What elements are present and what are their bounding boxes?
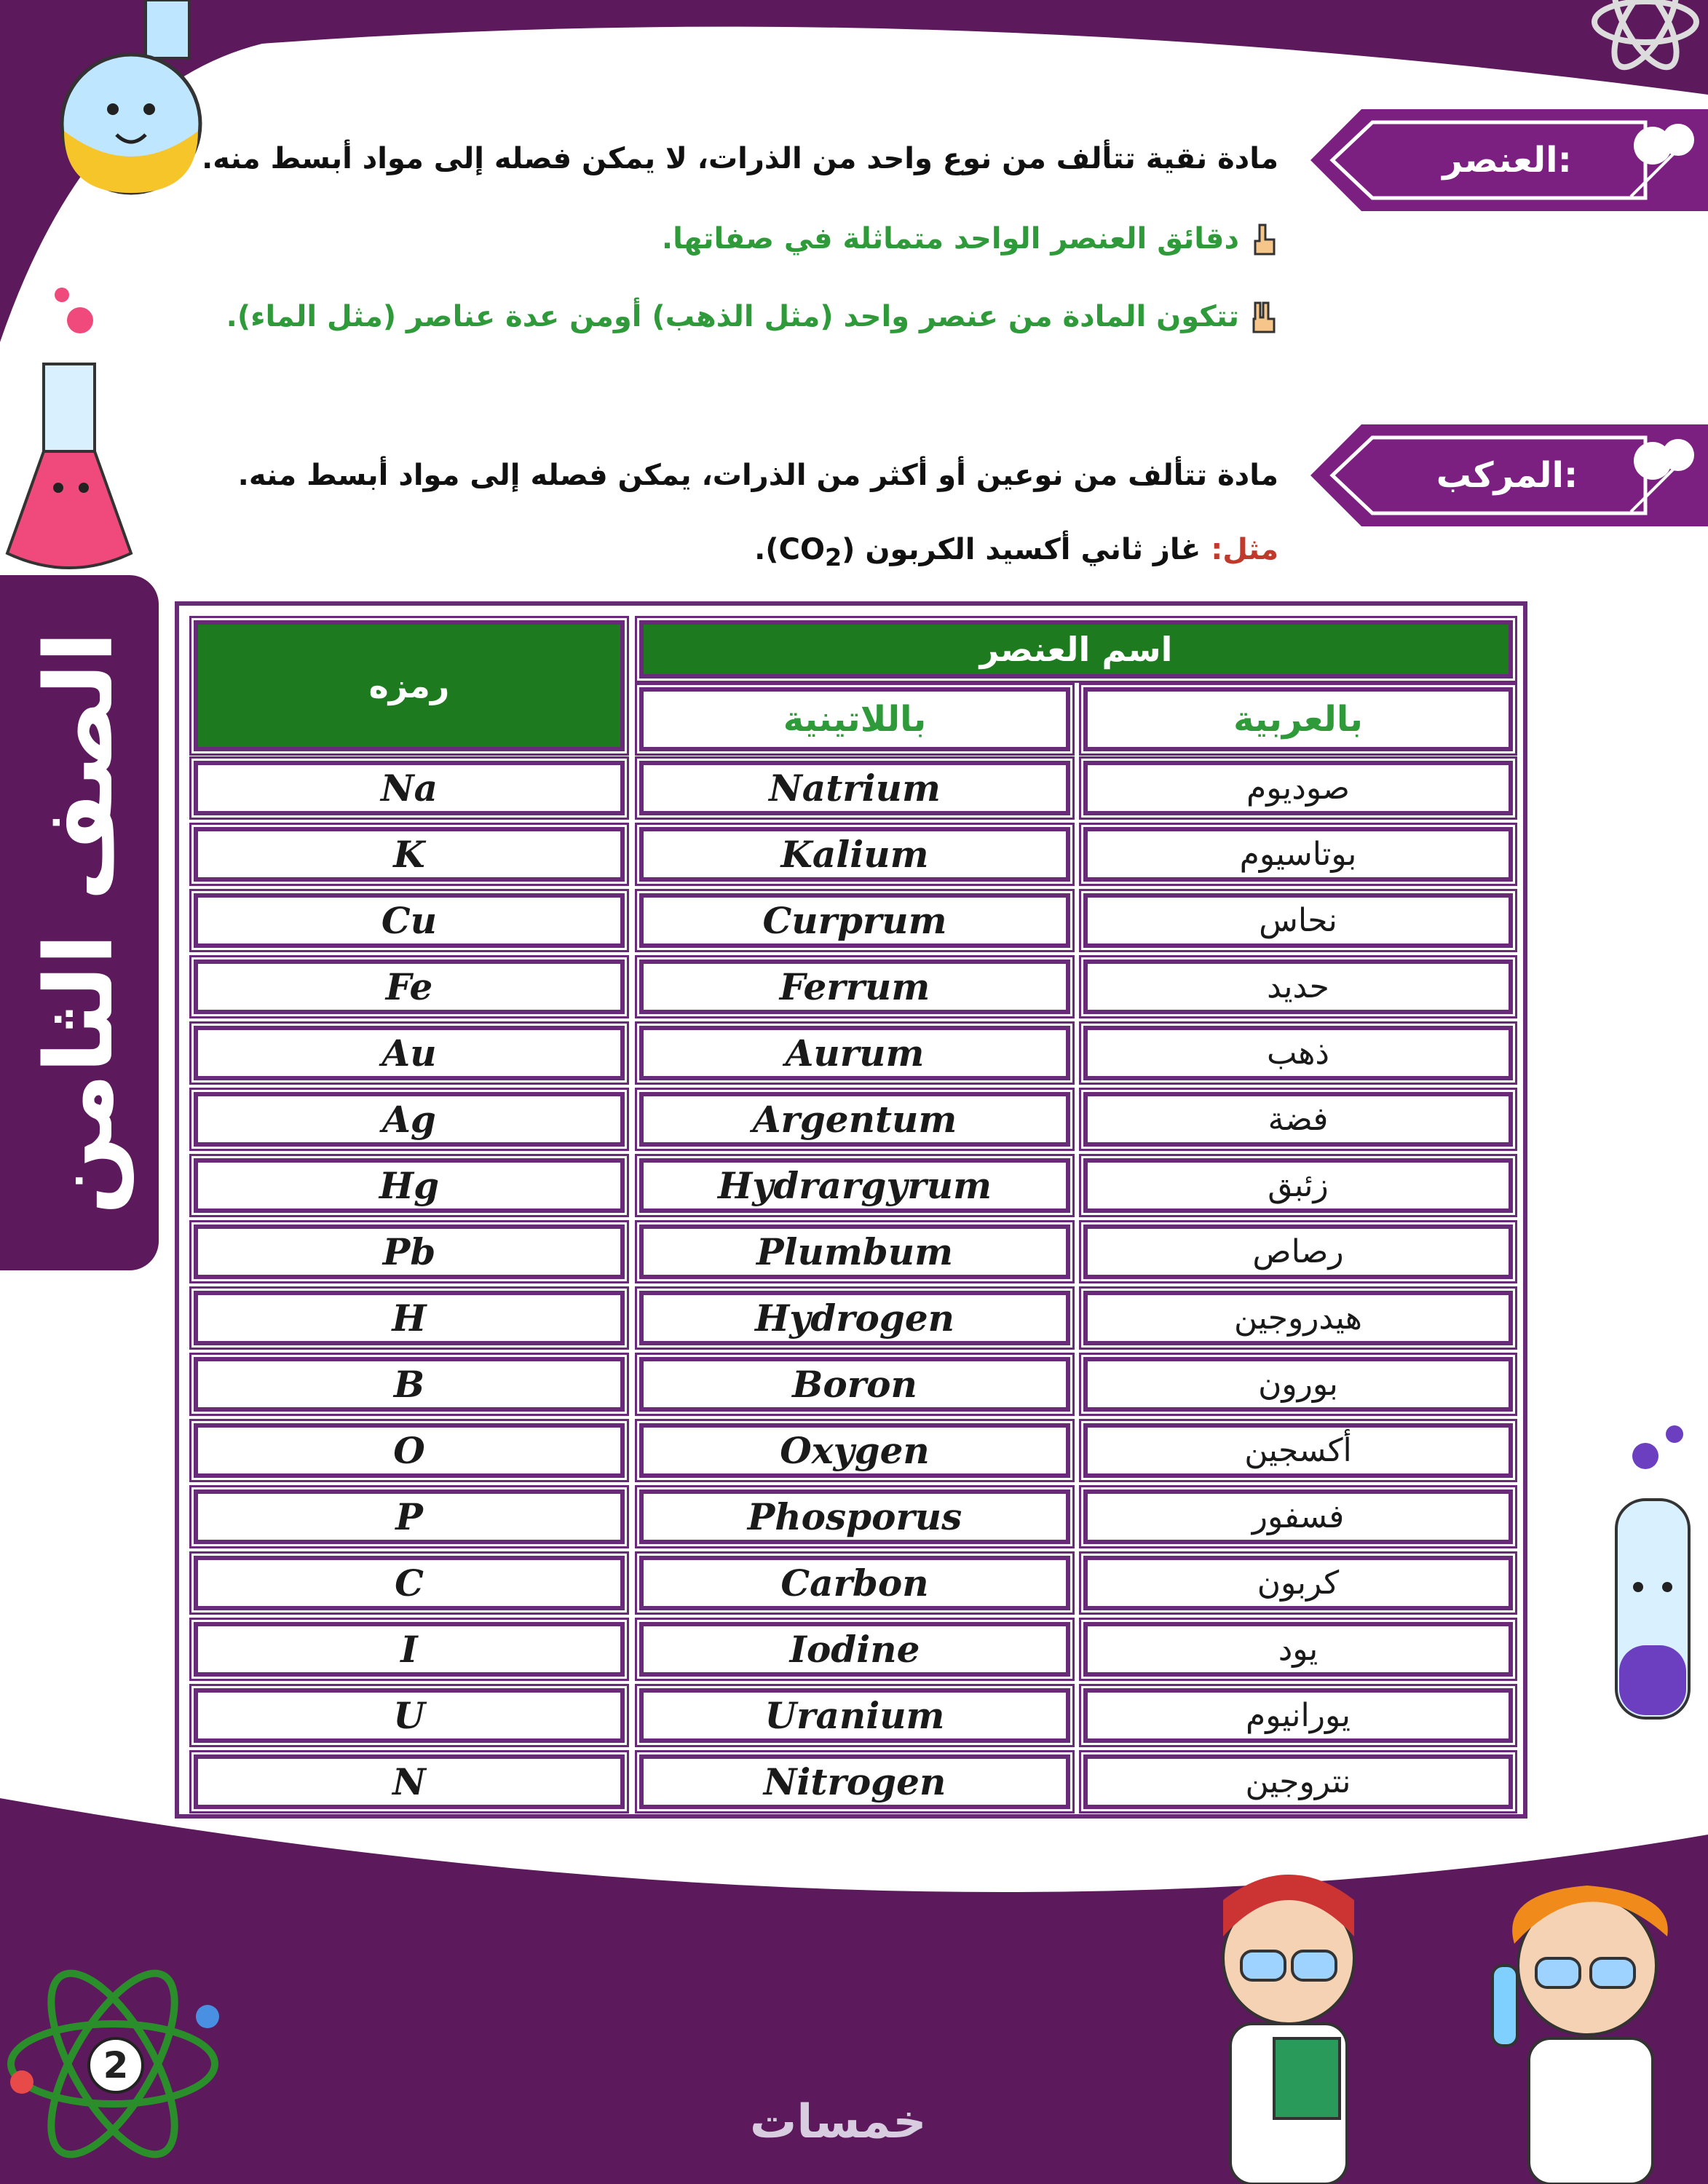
cell-arabic: يود (1083, 1622, 1513, 1677)
pointing-hand-icon (1249, 223, 1278, 257)
element-point-2 (226, 300, 1278, 335)
cell-arabic: يورانيوم (1083, 1688, 1513, 1743)
element-point-2-text: تتكون المادة من عنصر واحد (مثل الذهب) أومن عدة عناصر (مثل الماء). (226, 300, 1239, 333)
watermark: خمسات (750, 2095, 927, 2149)
element-label-tag (1310, 109, 1689, 211)
element-point-1 (662, 222, 1278, 257)
grade-side-tab (0, 575, 159, 1270)
cell-latin: Hydrogen (639, 1291, 1070, 1345)
element-label: العنصر: (1442, 140, 1572, 181)
page-number: 2 (87, 2037, 144, 2094)
cell-symbol: B (194, 1357, 625, 1412)
cell-latin: Aurum (639, 1026, 1070, 1080)
cell-symbol: Cu (194, 893, 625, 948)
header-arabic: بالعربية (1083, 687, 1513, 751)
cell-latin: Carbon (639, 1556, 1070, 1610)
victory-hand-icon (1249, 301, 1278, 335)
cell-symbol: O (194, 1423, 625, 1478)
cell-arabic: نتروجين (1083, 1754, 1513, 1809)
cell-arabic: نحاس (1083, 893, 1513, 948)
element-point-1-text: دقائق العنصر الواحد متماثلة في صفاتها. (661, 222, 1239, 256)
cell-latin: Natrium (639, 761, 1070, 815)
cell-symbol: Na (194, 761, 625, 815)
cell-arabic: حديد (1083, 960, 1513, 1014)
cell-latin: Boron (639, 1357, 1070, 1412)
elements-table (175, 601, 1527, 1819)
cell-latin: Nitrogen (639, 1754, 1070, 1809)
cell-symbol: I (194, 1622, 625, 1677)
header-latin: باللاتينية (639, 687, 1070, 751)
girl-scientist-illustration (1223, 1875, 1354, 2184)
cell-latin: Uranium (639, 1688, 1070, 1743)
cell-symbol: H (194, 1291, 625, 1345)
example-end: ). (754, 533, 779, 566)
element-definition: مادة نقية تتألف من نوع واحد من الذرات، لا يمكن فصله إلى مواد أبسط منه. (202, 142, 1278, 175)
example-prefix: مثل: (1211, 533, 1278, 566)
cell-arabic: بورون (1083, 1357, 1513, 1412)
cell-symbol: U (194, 1688, 625, 1743)
compound-label: المركب: (1436, 455, 1578, 496)
cell-arabic: هيدروجين (1083, 1291, 1513, 1345)
cell-arabic: رصاص (1083, 1224, 1513, 1279)
example-text: غاز ثاني أكسيد الكربون (CO (778, 533, 1201, 566)
compound-label-tag (1310, 424, 1689, 526)
cell-latin: Curprum (639, 893, 1070, 948)
cell-symbol: C (194, 1556, 625, 1610)
compound-definition: مادة تتألف من نوعين أو أكثر من الذرات، يمكن فصله إلى مواد أبسط منه. (237, 459, 1278, 492)
cell-arabic: كربون (1083, 1556, 1513, 1610)
cell-latin: Phosporus (639, 1489, 1070, 1544)
header-element-name: اسم العنصر (639, 620, 1513, 678)
cell-arabic: زئبق (1083, 1158, 1513, 1213)
cell-arabic: فضة (1083, 1092, 1513, 1147)
cell-symbol: Hg (194, 1158, 625, 1213)
cell-latin: Plumbum (639, 1224, 1070, 1279)
example-subscript: 2 (824, 543, 842, 571)
cell-latin: Oxygen (639, 1423, 1070, 1478)
cell-latin: Ferrum (639, 960, 1070, 1014)
cell-arabic: صوديوم (1083, 761, 1513, 815)
cell-symbol: Au (194, 1026, 625, 1080)
cell-arabic: أكسجين (1083, 1423, 1513, 1478)
header-symbol: رمزه (194, 620, 625, 751)
cell-latin: Hydrargyrum (639, 1158, 1070, 1213)
cell-arabic: بوتاسيوم (1083, 827, 1513, 882)
cell-latin: Iodine (639, 1622, 1070, 1677)
compound-example (754, 533, 1278, 571)
cell-latin: Kalium (639, 827, 1070, 882)
cell-symbol: Pb (194, 1224, 625, 1279)
cell-symbol: Ag (194, 1092, 625, 1147)
cell-arabic: ذهب (1083, 1026, 1513, 1080)
cell-symbol: P (194, 1489, 625, 1544)
cell-latin: Argentum (639, 1092, 1070, 1147)
cell-arabic: فسفور (1083, 1489, 1513, 1544)
cell-symbol: N (194, 1754, 625, 1809)
grade-label: الصف الثامن (25, 630, 134, 1215)
cell-symbol: Fe (194, 960, 625, 1014)
cell-symbol: K (194, 827, 625, 882)
